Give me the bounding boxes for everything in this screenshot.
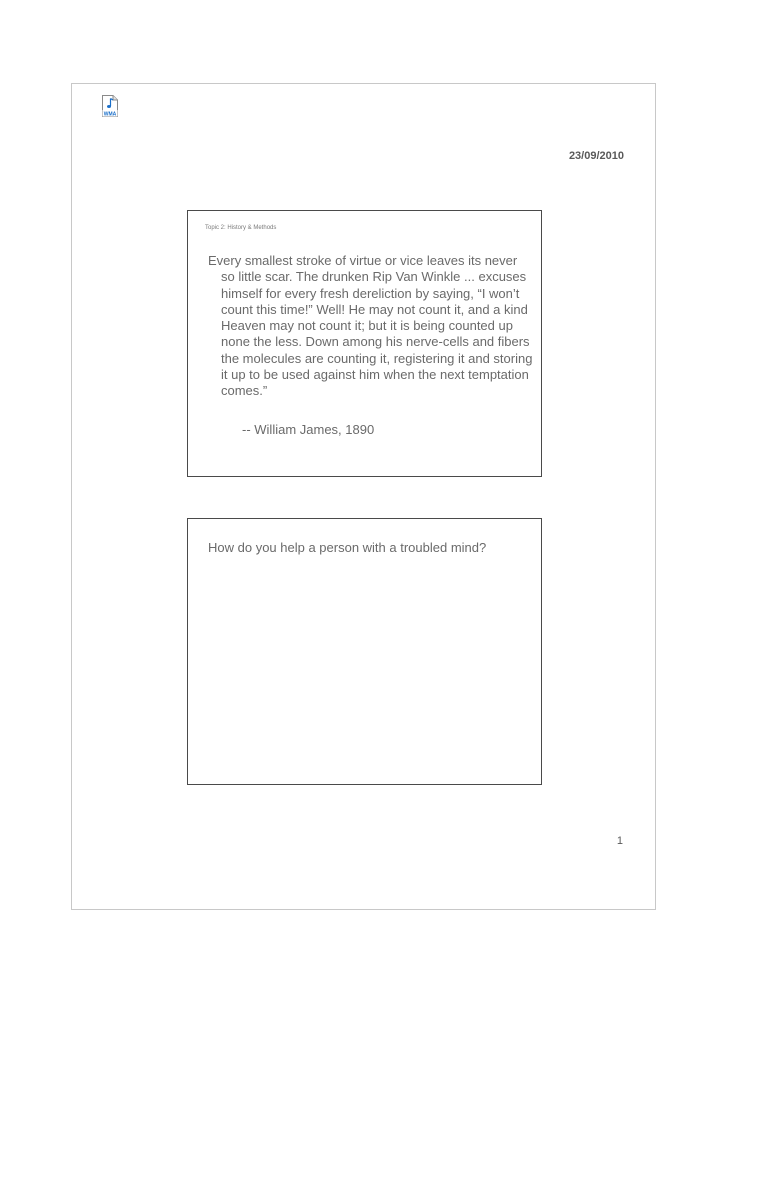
page-number: 1 bbox=[616, 835, 623, 847]
slide-thumbnail-2[interactable] bbox=[187, 518, 542, 785]
slide-header: Topic 2: History & Methods bbox=[205, 225, 277, 231]
document-date: 23/09/2010 bbox=[568, 150, 624, 162]
quote-attribution: -- William James, 1890 bbox=[242, 422, 375, 437]
quote-text: Every smallest stroke of virtue or vice leaves its never so little scar. The drunken Rip Van Winkle ... excuses himself for every fresh dereliction by saying, “I won’t count this time!” Well! He may not count it, and a kind Heaven may not count it; but it is being counted up none the less. Down among his nerve-cells and fibers the molecules are counting it, registering it and storing it up to be used against him when the next temptation comes.” bbox=[208, 253, 533, 399]
slide-thumbnail-1[interactable] bbox=[187, 210, 542, 477]
slide-title: How do you help a person with a troubled mind? bbox=[208, 540, 487, 555]
slide-quote bbox=[208, 253, 533, 400]
wma-audio-file-icon[interactable] bbox=[101, 95, 119, 117]
page-frame bbox=[71, 83, 656, 910]
wma-icon-label: WMA bbox=[103, 111, 117, 117]
